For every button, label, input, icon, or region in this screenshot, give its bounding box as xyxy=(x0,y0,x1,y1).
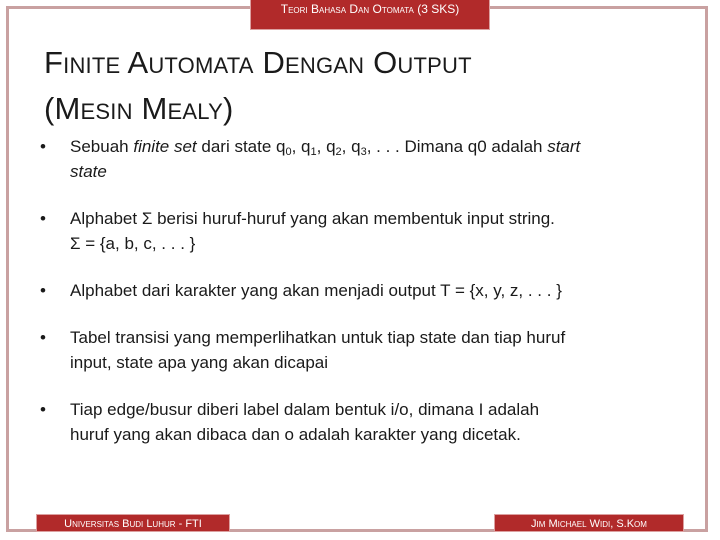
bullet-text: Alphabet Σ berisi huruf-huruf yang akan membentuk input string. xyxy=(70,209,555,228)
bullet-list xyxy=(30,134,700,447)
bullet-text: Alphabet dari karakter yang akan menjadi output T = {x, y, z, . . . } xyxy=(70,281,562,300)
bullet-item-output-alphabet xyxy=(30,278,700,303)
subscript: 1 xyxy=(310,146,317,158)
bullet-text: dari state q xyxy=(196,137,286,156)
bullet-item-alphabet-sigma xyxy=(30,206,700,256)
subscript: 3 xyxy=(360,146,367,158)
bullet-text: , q xyxy=(316,137,336,156)
course-header: Teori Bahasa Dan Otomata (3 SKS) xyxy=(250,0,490,30)
bullet-text: , q xyxy=(341,137,361,156)
bullet-item-edge-label xyxy=(30,397,700,447)
footer-author: Jim Michael Widi, S.Kom xyxy=(494,514,684,532)
bullet-text: huruf yang akan dibaca dan o adalah karakter yang dicetak. xyxy=(70,425,521,444)
bullet-dot: • xyxy=(40,328,46,347)
title-line-2: (Mesin Mealy) xyxy=(44,91,234,126)
bullet-item-finite-set xyxy=(30,134,700,184)
bullet-dot: • xyxy=(40,400,46,419)
bullet-dot: • xyxy=(40,209,46,228)
bullet-dot: • xyxy=(40,281,46,300)
bullet-text: input, state apa yang akan dicapai xyxy=(70,353,329,372)
subscript: 0 xyxy=(285,146,292,158)
bullet-text: Σ = {a, b, c, . . . } xyxy=(70,234,196,253)
bullet-text: Tabel transisi yang memperlihatkan untuk tiap state dan tiap huruf xyxy=(70,328,566,347)
bullet-text: Sebuah xyxy=(70,137,134,156)
bullet-italic-text: state xyxy=(70,162,107,181)
bullet-text: , q xyxy=(291,137,311,156)
title-line-1: Finite Automata Dengan Output xyxy=(44,45,472,80)
bullet-italic-text: start xyxy=(547,137,581,156)
bullet-dot: • xyxy=(40,137,46,156)
slide-title xyxy=(44,40,684,132)
bullet-item-transition-table xyxy=(30,325,700,375)
bullet-text: Tiap edge/busur diberi label dalam bentuk i/o, dimana I adalah xyxy=(70,400,540,419)
footer-university: Universitas Budi Luhur - FTI xyxy=(36,514,230,532)
bullet-text: , . . . Dimana q0 adalah xyxy=(366,137,548,156)
bullet-italic-text: finite set xyxy=(133,137,197,156)
subscript: 2 xyxy=(335,146,342,158)
